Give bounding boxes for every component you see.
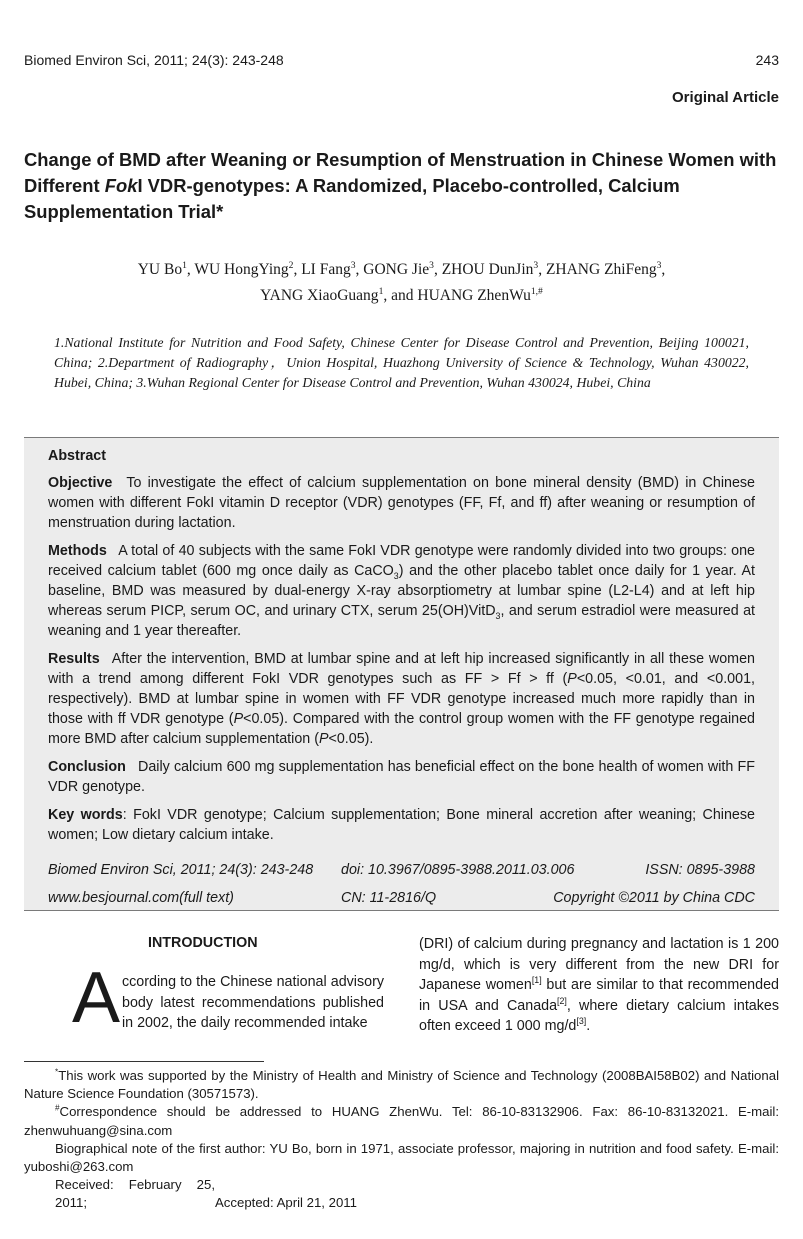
- abstract-keywords: [48, 805, 755, 845]
- received-date: Received: February 25, 2011;: [55, 1177, 215, 1211]
- abstract-heading: Abstract: [48, 448, 106, 464]
- author: ZHOU DunJin$^3$,: [441, 259, 546, 278]
- title-part-2: I VDR-genotypes: A Randomized, Placebo-controlled, Calcium Supplementation Trial*: [24, 175, 680, 222]
- abstract-methods: Methods A total of 40 subjects with the same FokI VDR genotype were randomly divided into two groups: one received calcium tablet (600 mg once daily as CaCO$_3$) and the other placebo tablet once daily for 1 year. At baseline, BMD was measured by dual-energy X-ray absorptiometry at lumbar spine (L2-L4) and at left hip whereas serum PICP, serum OC, and urinary CTX, serum 25(OH)VitD$_3$, and serum estradiol were measured at weaning and 1 year thereafter.: [48, 543, 756, 639]
- footnotes: [24, 1067, 779, 1213]
- objective-text: To investigate the effect of calcium supplementation on bone mineral density (BMD) in Chinese women with different FokI vitamin D receptor (VDR) genotypes (FF, Ff, and ff) after weaning or resumption of menstruation during lactation.: [48, 475, 756, 531]
- meta-website[interactable]: www.besjournal.com(full text): [48, 890, 234, 906]
- affiliations: 1.National Institute for Nutrition and Food Safety, Chinese Center for Disease Control and Prevention, Beijing 100021, China; 2.Department of Radiography，Union Hospital, Huazhong University of Science & Technology, Wuhan 430022, Hubei, China; 3.Wuhan Regional Center for Disease Control and Prevention, Wuhan 430024, Hubei, China: [54, 335, 749, 390]
- abstract-content: [48, 446, 755, 853]
- correspondence-note: #Correspondence should be addressed to HUANG ZhenWu. Tel: 86-10-83132906. Fax: 86-10-83132021. E-mail: zhenwuhuang@sina.com: [24, 1104, 779, 1138]
- drop-cap: A: [72, 958, 121, 1038]
- reference-link[interactable]: [1]: [531, 975, 542, 986]
- meta-copyright: Copyright ©2011 by China CDC: [553, 890, 755, 906]
- conclusion-text: Daily calcium 600 mg supplementation has beneficial effect on the bone health of women with FF VDR genotype.: [48, 759, 755, 795]
- keywords-text: : FokI VDR genotype; Calcium supplementation; Bone mineral accretion after weaning; Chinese women; Low dietary calcium intake.: [48, 807, 755, 843]
- abstract-results: Results After the intervention, BMD at lumbar spine and at left hip increased significantly in all these women with a trend among different FokI VDR genotypes such as FF > Ff > ff (P<0.05, <0.01, and <0.001, respectively). BMD at lumbar spine in women with FF VDR genotype increased much more rapidly than in those with ff VDR genotype (P<0.05). Compared with the control group women with the FF genotype regained more BMD after calcium supplementation (P<0.05).: [48, 651, 755, 747]
- accepted-date: Accepted: April 21, 2011: [215, 1195, 357, 1211]
- meta-doi: doi: 10.3967/0895-3988.2011.03.006: [341, 862, 575, 878]
- page-number: 243: [755, 52, 779, 68]
- reference-link[interactable]: [3]: [576, 1016, 587, 1027]
- title-italic: Fok: [104, 175, 138, 196]
- abstract-objective: [48, 473, 755, 533]
- footnote-divider: [24, 1061, 264, 1062]
- author: HUANG ZhenWu$^{1,\#}$: [417, 285, 543, 304]
- bio-note: Biographical note of the first author: YU Bo, born in 1971, associate professor, majoring in nutrition and food safety. E-mail: yuboshi@263.com: [24, 1140, 779, 1175]
- keywords-label: Key words: [48, 807, 123, 823]
- abstract-conclusion: [48, 757, 755, 797]
- author: YANG XiaoGuang$^1$, and: [260, 285, 418, 304]
- reference-link[interactable]: [2]: [557, 995, 567, 1006]
- introduction-column-2: (DRI) of calcium during pregnancy and lactation is 1 200 mg/d, which is very different from the new DRI for Japanese women[1] but are similar to that recommended in USA and Canada[2], where dietary calcium intakes often exceed 1 000 mg/d[3].: [419, 936, 779, 1034]
- meta-cn: CN: 11-2816/Q: [341, 890, 437, 906]
- methods-label: Methods: [48, 543, 107, 559]
- funding-note: *This work was supported by the Ministry of Health and Ministry of Science and Technology (2008BAI58B02) and National Nature Science Foundation (30571573).: [24, 1067, 779, 1102]
- introduction-heading: INTRODUCTION: [148, 935, 258, 951]
- abstract-box: [24, 437, 779, 911]
- author: YU Bo$^1$,: [137, 259, 195, 278]
- meta-citation: Biomed Environ Sci, 2011; 24(3): 243-248: [48, 862, 314, 878]
- dates-note: [24, 1176, 779, 1212]
- journal-citation: Biomed Environ Sci, 2011; 24(3): 243-248: [24, 52, 284, 68]
- meta-issn: ISSN: 0895-3988: [645, 862, 755, 878]
- author: WU HongYing$^2$,: [194, 259, 302, 278]
- author: GONG Jie$^3$,: [363, 259, 442, 278]
- introduction-column-1: ccording to the Chinese national advisory body latest recommendations published in 2002, the daily recommended intake: [122, 974, 384, 1031]
- objective-label: Objective: [48, 475, 113, 491]
- article-type: Original Article: [672, 89, 779, 106]
- author: LI Fang$^3$,: [301, 259, 364, 278]
- author-list: [70, 257, 733, 309]
- title-part-1: Change of BMD after Weaning or Resumption of Menstruation in Chinese Women with Different: [24, 149, 777, 196]
- author: ZHANG ZhiFeng$^3$,: [545, 259, 666, 278]
- running-header: [24, 52, 779, 70]
- conclusion-label: Conclusion: [48, 759, 126, 775]
- article-title: [24, 147, 779, 225]
- results-label: Results: [48, 651, 100, 667]
